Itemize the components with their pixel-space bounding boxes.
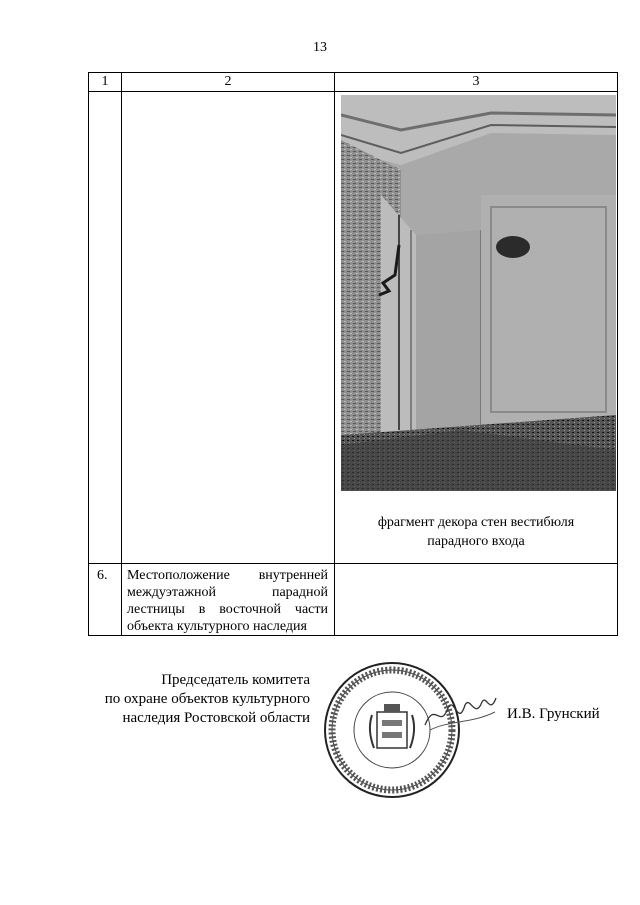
position-line-3: наследия Ростовской области [122, 710, 310, 726]
table-row [89, 564, 618, 636]
row-description: Местоположение внутренней междуэтажной парадной лестницы в восточной части объекта культурного наследия [127, 568, 328, 634]
empty-cell [335, 564, 618, 636]
wall-decor-photo [341, 95, 616, 491]
row-number-cell [89, 564, 122, 636]
header-col-1: 1 [89, 73, 122, 92]
heritage-table [88, 72, 618, 636]
header-col-2: 2 [122, 73, 335, 92]
row-number: 6. [97, 568, 108, 583]
signer-name: И.В. Грунский [507, 706, 600, 722]
table-header-row [89, 73, 618, 92]
empty-cell [89, 92, 122, 564]
photo-caption: фрагмент декора стен вестибюля парадного входа [377, 515, 575, 549]
position-line-1: Председатель комитета [161, 672, 310, 688]
handwritten-signature-icon [420, 690, 500, 735]
row-description-cell [122, 564, 335, 636]
signatory-position [80, 671, 310, 728]
photo-cell [335, 92, 618, 564]
header-col-3: 3 [335, 73, 618, 92]
empty-cell [122, 92, 335, 564]
table-row [89, 92, 618, 564]
position-line-2: по охране объектов культурного [104, 691, 310, 707]
page-number: 13 [313, 40, 327, 55]
